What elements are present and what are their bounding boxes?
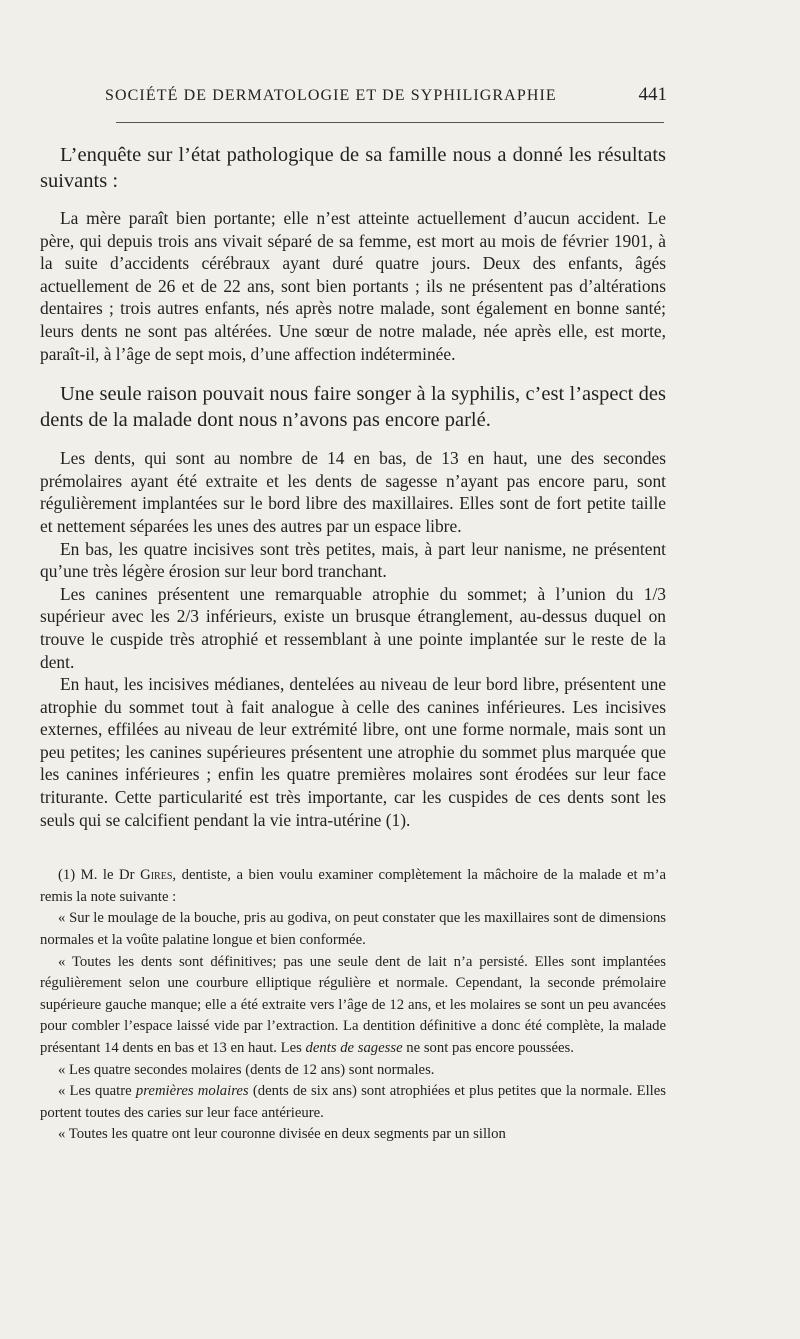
footnote-quote-3: « Les quatre secondes molaires (dents de 12 ans) sont normales. bbox=[58, 1061, 435, 1078]
footnote-quote-1: « Sur le moulage de la bouche, pris au godiva, on peut constater que les maxillaires sont de dimensions normales et la voûte palatine longue et bien conformée. bbox=[40, 910, 666, 949]
footnote-intro bbox=[40, 865, 666, 908]
paragraph-canines: Les canines présentent une remarquable atrophie du sommet; à l’union du 1/3 supérieur avec les 2/3 inférieurs, existe un brusque étranglement, au-dessus duquel on trouve le cuspide très atrophié et ressemblant à une pointe implantée sur le reste de la dent. bbox=[40, 583, 666, 672]
footnote-quote-4 bbox=[40, 1081, 666, 1124]
running-header bbox=[105, 84, 667, 106]
footnote-quote-4-end: (dents de six ans) sont atrophiées et plus petites que la normale. Elles portent toutes des caries sur leur face antérieure. bbox=[40, 1083, 667, 1121]
paragraph-lower-incisors: En bas, les quatre incisives sont très petites, mais, à part leur nanisme, ne présentent qu’une très légère érosion sur leur bord tranchant. bbox=[40, 538, 666, 582]
footnote bbox=[40, 865, 666, 1146]
running-title: SOCIÉTÉ DE DERMATOLOGIE ET DE SYPHILIGRAPHIE bbox=[105, 87, 557, 104]
footnote-quote-2-text: « Toutes les dents sont définitives; pas une seule dent de lait n’a persisté. Elles sont implantées régulièrement selon une courbure elliptique régulière et normale. Cependant, la seconde prémolaire supérieure gauche manque; elle a été extraite vers l’âge de 12 ans, et les molaires se sont un peu avancées pour combler l’espace laissé vide par l’extraction. La dentition définitive a donc été complète, la malade présentant 14 dents en bas et 13 en haut. Les bbox=[40, 953, 666, 1056]
footnote-emphasis-first-molars: premières molaires bbox=[135, 1083, 249, 1100]
footnote-emphasis-wisdom-teeth: dents de sagesse bbox=[305, 1040, 403, 1056]
body-text bbox=[40, 142, 666, 1146]
footnote-marker: (1) M. le Dr bbox=[58, 867, 135, 884]
paragraph-syphilis-reason: Une seule raison pouvait nous faire songer à la syphilis, c’est l’aspect des dents de la malade dont nous n’avons pas encore parlé. bbox=[40, 383, 666, 432]
header-rule bbox=[116, 122, 664, 123]
footnote-quote-2 bbox=[40, 952, 666, 1060]
footnote-quote-5: « Toutes les quatre ont leur couronne divisée en deux segments par un sillon bbox=[58, 1126, 506, 1143]
page-number: 441 bbox=[638, 84, 667, 105]
paragraph-teeth-count: Les dents, qui sont au nombre de 14 en bas, de 13 en haut, une des secondes prémolaires ayant été extraite et les dents de sagesse n’ayant pas encore paru, sont régulièrement implantées sur le bord libre des maxillaires. Elles sont de fort petite taille et nettement séparées les unes des autres par un espace libre. bbox=[40, 448, 666, 536]
footnote-quote-2-end: ne sont pas encore poussées. bbox=[406, 1040, 574, 1056]
footnote-quote-4-text: « Les quatre bbox=[58, 1083, 132, 1100]
footnote-intro-text: , dentiste, a bien voulu examiner complètement la mâchoire de la malade et m’a remis la note suivante : bbox=[40, 867, 667, 905]
paragraph-family-inquiry: L’enquête sur l’état pathologique de sa famille nous a donné les résultats suivants : bbox=[40, 144, 666, 192]
footnote-author: Gires bbox=[140, 867, 173, 884]
paragraph-upper-teeth: En haut, les incisives médianes, dentelées au niveau de leur bord libre, présentent une atrophie du sommet tout à fait analogue à celle des canines inférieures. Les incisives externes, effilées au niveau de leur extrémité libre, ont une forme normale, mais sont un peu petites; les canines supérieures présentent une atrophie du sommet plus marquée que les canines inférieures ; enfin les quatre premières molaires sont érodées sur leur face triturante. Cette particularité est très importante, car les cuspides de ces dents sont les seuls qui se calcifient pendant la vie intra-utérine (1). bbox=[40, 674, 666, 830]
paragraph-family-details: La mère paraît bien portante; elle n’est atteinte actuellement d’aucun accident. Le père, qui depuis trois ans vivait séparé de sa femme, est mort au mois de février 1901, à la suite d’accidents cérébraux ayant duré quatre jours. Deux des enfants, âgés actuellement de 26 et de 22 ans, sont bien portants ; ils ne présentent pas d’altérations dentaires ; trois autres enfants, nés après notre malade, sont également en bonne santé; leurs dents ne sont pas altérées. Une sœur de notre malade, née après elle, est morte, paraît-il, à l’âge de sept mois, d’une affection indéterminée. bbox=[40, 208, 666, 364]
